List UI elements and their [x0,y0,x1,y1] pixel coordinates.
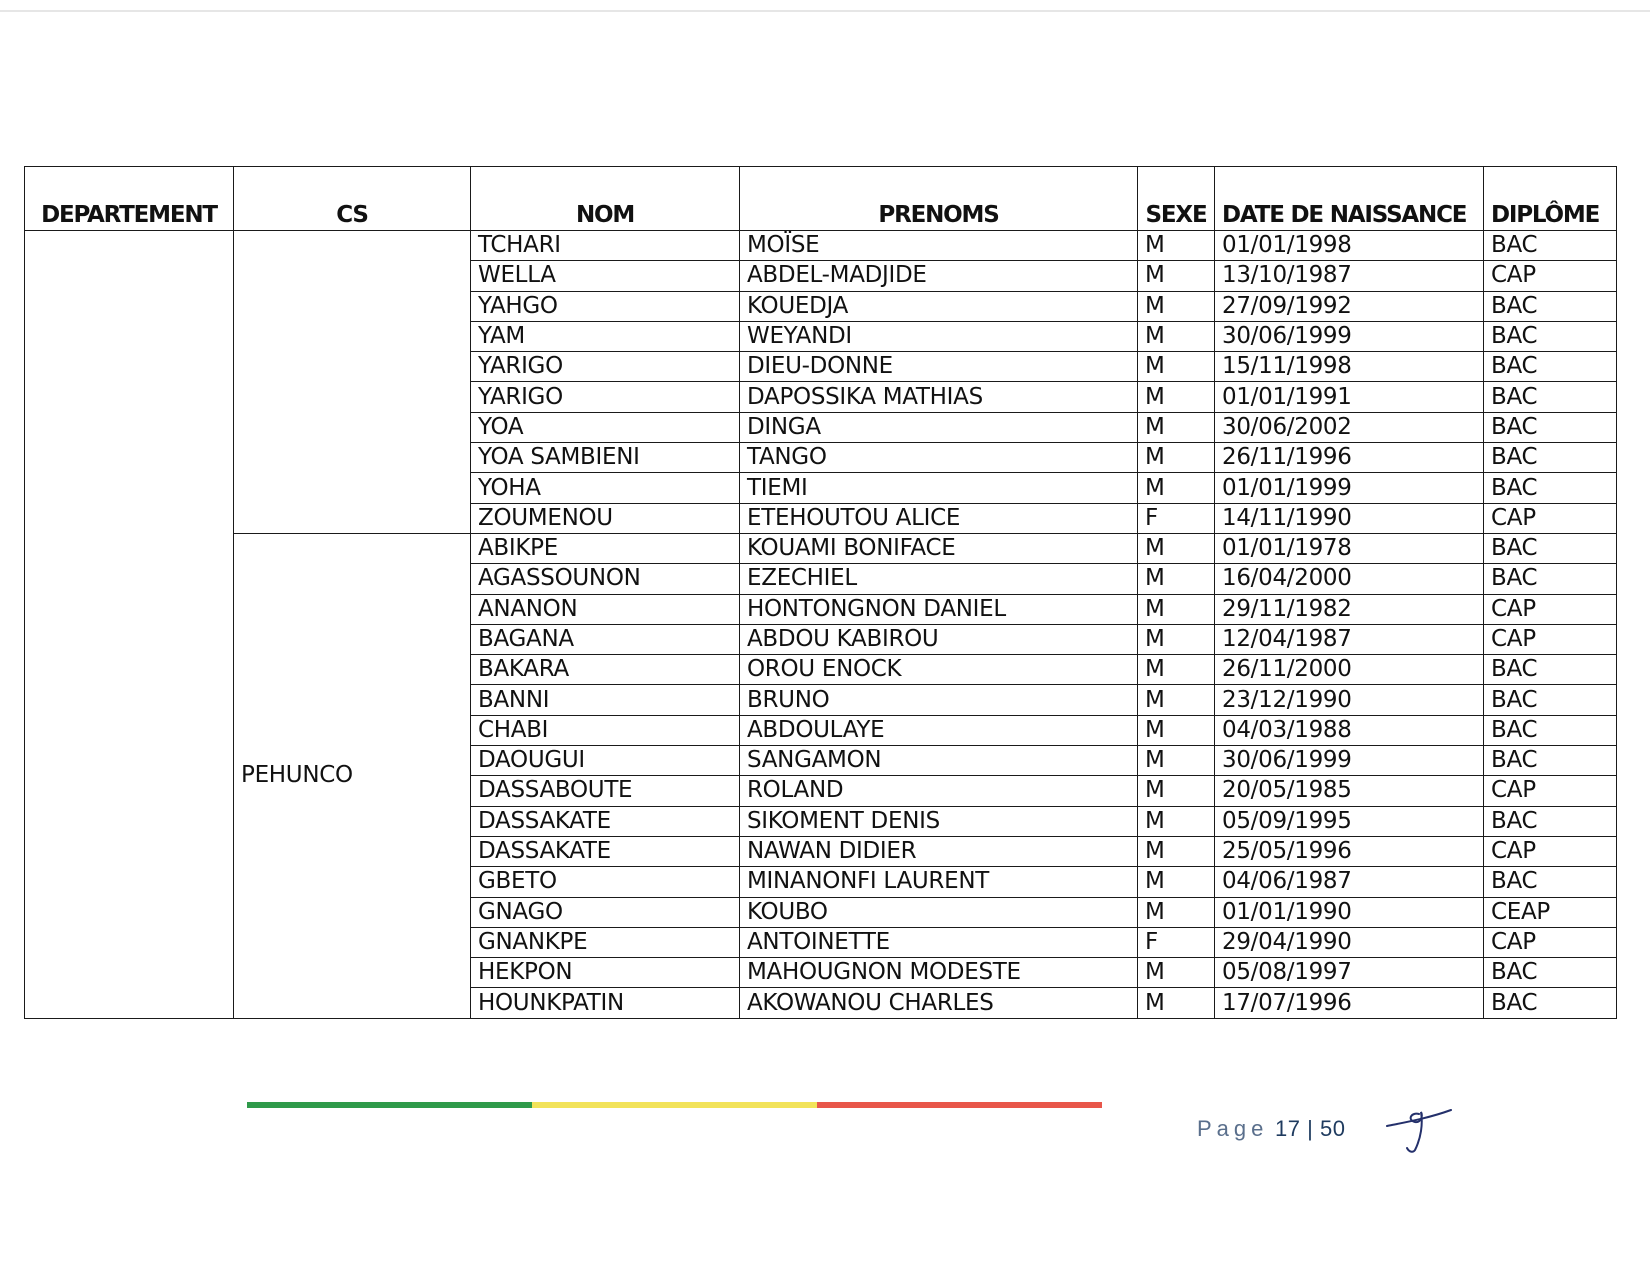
sexe-cell: M [1138,412,1215,442]
diplome-cell: BAC [1484,533,1617,563]
date-naissance-cell: 15/11/1998 [1215,352,1484,382]
diplome-cell: CEAP [1484,897,1617,927]
sexe-cell: M [1138,231,1215,261]
prenoms-cell: ABDOULAYE [740,715,1138,745]
prenoms-cell: TANGO [740,443,1138,473]
diplome-cell: BAC [1484,715,1617,745]
nom-cell: BANNI [471,685,740,715]
diplome-cell: BAC [1484,473,1617,503]
nom-cell: WELLA [471,261,740,291]
header-cs: CS [234,167,471,231]
date-naissance-cell: 01/01/1991 [1215,382,1484,412]
header-diplome: DIPLÔME [1484,167,1617,231]
page-label: Page [1197,1116,1269,1141]
sexe-cell: M [1138,836,1215,866]
diplome-cell: BAC [1484,382,1617,412]
nom-cell: BAGANA [471,624,740,654]
date-naissance-cell: 17/07/1996 [1215,988,1484,1018]
date-naissance-cell: 30/06/2002 [1215,412,1484,442]
prenoms-cell: SANGAMON [740,746,1138,776]
header-row [25,167,1617,231]
page-number [1197,1116,1345,1142]
diplome-cell: BAC [1484,352,1617,382]
diplome-cell: BAC [1484,231,1617,261]
prenoms-cell: KOUBO [740,897,1138,927]
prenoms-cell: SIKOMENT DENIS [740,806,1138,836]
nom-cell: YARIGO [471,352,740,382]
diplome-cell: BAC [1484,412,1617,442]
nom-cell: TCHARI [471,231,740,261]
sexe-cell: M [1138,321,1215,351]
prenoms-cell: OROU ENOCK [740,655,1138,685]
cs-cell: PEHUNCO [234,533,471,1018]
nom-cell: GNAGO [471,897,740,927]
flag-color-bar [247,1102,1102,1108]
table-row [25,231,1617,261]
date-naissance-cell: 25/05/1996 [1215,836,1484,866]
sexe-cell: M [1138,382,1215,412]
diplome-cell: BAC [1484,746,1617,776]
date-naissance-cell: 23/12/1990 [1215,685,1484,715]
date-naissance-cell: 20/05/1985 [1215,776,1484,806]
prenoms-cell: KOUAMI BONIFACE [740,533,1138,563]
date-naissance-cell: 13/10/1987 [1215,261,1484,291]
prenoms-cell: DAPOSSIKA MATHIAS [740,382,1138,412]
sexe-cell: M [1138,594,1215,624]
diplome-cell: BAC [1484,867,1617,897]
prenoms-cell: AKOWANOU CHARLES [740,988,1138,1018]
nom-cell: BAKARA [471,655,740,685]
sexe-cell: F [1138,927,1215,957]
date-naissance-cell: 04/03/1988 [1215,715,1484,745]
prenoms-cell: HONTONGNON DANIEL [740,594,1138,624]
nom-cell: DASSAKATE [471,806,740,836]
prenoms-cell: TIEMI [740,473,1138,503]
prenoms-cell: MINANONFI LAURENT [740,867,1138,897]
nom-cell: YOHA [471,473,740,503]
nom-cell: YARIGO [471,382,740,412]
nom-cell: GNANKPE [471,927,740,957]
date-naissance-cell: 05/09/1995 [1215,806,1484,836]
prenoms-cell: MAHOUGNON MODESTE [740,958,1138,988]
sexe-cell: M [1138,261,1215,291]
prenoms-cell: WEYANDI [740,321,1138,351]
date-naissance-cell: 01/01/1978 [1215,533,1484,563]
prenoms-cell: DIEU-DONNE [740,352,1138,382]
page-current: 17 [1275,1116,1301,1141]
diplome-cell: BAC [1484,564,1617,594]
sexe-cell: M [1138,533,1215,563]
nom-cell: DASSABOUTE [471,776,740,806]
header-date-naissance: DATE DE NAISSANCE [1215,167,1484,231]
prenoms-cell: BRUNO [740,685,1138,715]
diplome-cell: CAP [1484,261,1617,291]
table-header [25,167,1617,231]
prenoms-cell: MOÏSE [740,231,1138,261]
diplome-cell: BAC [1484,321,1617,351]
page-total: 50 [1319,1116,1346,1141]
date-naissance-cell: 30/06/1999 [1215,321,1484,351]
date-naissance-cell: 26/11/2000 [1215,655,1484,685]
date-naissance-cell: 05/08/1997 [1215,958,1484,988]
diplome-cell: BAC [1484,988,1617,1018]
header-nom: NOM [471,167,740,231]
nom-cell: DASSAKATE [471,836,740,866]
prenoms-cell: KOUEDJA [740,291,1138,321]
candidates-table [24,166,1617,1019]
nom-cell: HOUNKPATIN [471,988,740,1018]
date-naissance-cell: 12/04/1987 [1215,624,1484,654]
prenoms-cell: EZECHIEL [740,564,1138,594]
handwritten-initials-signature [1385,1104,1455,1156]
header-departement: DEPARTEMENT [25,167,234,231]
sexe-cell: M [1138,776,1215,806]
nom-cell: YOA SAMBIENI [471,443,740,473]
date-naissance-cell: 04/06/1987 [1215,867,1484,897]
page-separator: | [1307,1116,1314,1141]
nom-cell: ANANON [471,594,740,624]
nom-cell: AGASSOUNON [471,564,740,594]
header-sexe: SEXE [1138,167,1215,231]
prenoms-cell: DINGA [740,412,1138,442]
date-naissance-cell: 30/06/1999 [1215,746,1484,776]
date-naissance-cell: 16/04/2000 [1215,564,1484,594]
date-naissance-cell: 01/01/1999 [1215,473,1484,503]
diplome-cell: CAP [1484,594,1617,624]
flag-red-segment [817,1102,1102,1108]
prenoms-cell: ETEHOUTOU ALICE [740,503,1138,533]
header-prenoms: PRENOMS [740,167,1138,231]
sexe-cell: M [1138,685,1215,715]
table-row [25,533,1617,563]
nom-cell: YAHGO [471,291,740,321]
sexe-cell: M [1138,352,1215,382]
diplome-cell: BAC [1484,958,1617,988]
date-naissance-cell: 29/04/1990 [1215,927,1484,957]
date-naissance-cell: 27/09/1992 [1215,291,1484,321]
sexe-cell: M [1138,564,1215,594]
diplome-cell: CAP [1484,776,1617,806]
sexe-cell: M [1138,746,1215,776]
departement-cell [25,231,234,1019]
date-naissance-cell: 01/01/1990 [1215,897,1484,927]
top-edge-rule [0,10,1650,12]
table-body [25,231,1617,1019]
flag-green-segment [247,1102,532,1108]
sexe-cell: M [1138,624,1215,654]
prenoms-cell: ANTOINETTE [740,927,1138,957]
nom-cell: YOA [471,412,740,442]
nom-cell: GBETO [471,867,740,897]
date-naissance-cell: 26/11/1996 [1215,443,1484,473]
diplome-cell: BAC [1484,685,1617,715]
sexe-cell: M [1138,443,1215,473]
diplome-cell: BAC [1484,291,1617,321]
diplome-cell: BAC [1484,655,1617,685]
sexe-cell: M [1138,291,1215,321]
diplome-cell: BAC [1484,806,1617,836]
sexe-cell: F [1138,503,1215,533]
cs-cell [234,231,471,534]
sexe-cell: M [1138,473,1215,503]
sexe-cell: M [1138,655,1215,685]
flag-yellow-segment [532,1102,817,1108]
nom-cell: CHABI [471,715,740,745]
sexe-cell: M [1138,715,1215,745]
diplome-cell: CAP [1484,503,1617,533]
diplome-cell: CAP [1484,624,1617,654]
date-naissance-cell: 01/01/1998 [1215,231,1484,261]
diplome-cell: BAC [1484,443,1617,473]
date-naissance-cell: 14/11/1990 [1215,503,1484,533]
nom-cell: HEKPON [471,958,740,988]
diplome-cell: CAP [1484,927,1617,957]
nom-cell: YAM [471,321,740,351]
sexe-cell: M [1138,958,1215,988]
prenoms-cell: ROLAND [740,776,1138,806]
nom-cell: ABIKPE [471,533,740,563]
sexe-cell: M [1138,988,1215,1018]
date-naissance-cell: 29/11/1982 [1215,594,1484,624]
sexe-cell: M [1138,897,1215,927]
prenoms-cell: ABDEL-MADJIDE [740,261,1138,291]
prenoms-cell: NAWAN DIDIER [740,836,1138,866]
sexe-cell: M [1138,806,1215,836]
sexe-cell: M [1138,867,1215,897]
prenoms-cell: ABDOU KABIROU [740,624,1138,654]
nom-cell: ZOUMENOU [471,503,740,533]
nom-cell: DAOUGUI [471,746,740,776]
diplome-cell: CAP [1484,836,1617,866]
